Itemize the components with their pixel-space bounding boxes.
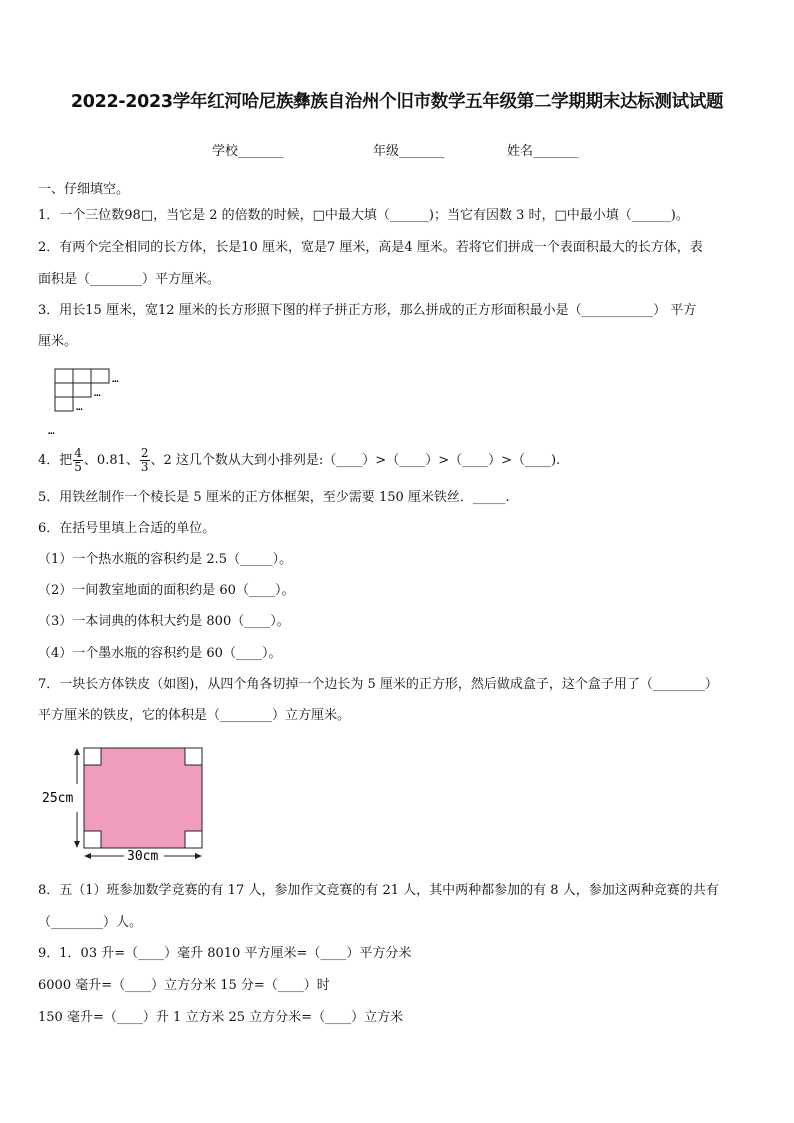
question-2-line-1: 2．有两个完全相同的长方体，长是10 厘米，宽是7 厘米，高是4 厘米。若将它们拼成一个表面积最大的长方体，表: [38, 240, 703, 255]
arrow-left: [84, 853, 91, 859]
width-label: 30cm: [127, 849, 159, 864]
tiling-dots: …: [94, 386, 101, 399]
fraction-denominator: 5: [74, 460, 82, 474]
metal-sheet: [84, 748, 202, 848]
corner-cut: [84, 831, 101, 848]
fraction-numerator: 4: [74, 446, 82, 460]
grade-field[interactable]: 年级_______: [373, 144, 445, 159]
question-8-line-2: （________）人。: [38, 915, 143, 930]
question-1: 1．一个三位数98□，当它是 2 的倍数的时候，□中最大填（______)；当它有因数 3 时，□中最小填（______)。: [38, 208, 689, 223]
arrow-right: [195, 853, 202, 859]
corner-cut: [185, 748, 202, 765]
question-7-line-2: 平方厘米的铁皮，它的体积是（________）立方厘米。: [38, 708, 351, 723]
question-8-line-1: 8．五（1）班参加数学竞赛的有 17 人，参加作文竞赛的有 21 人，其中两种都参加的有 8 人，参加这两种竞赛的共有: [38, 883, 719, 898]
corner-cut: [185, 831, 202, 848]
arrow-down: [74, 841, 80, 848]
tile: [55, 369, 73, 383]
fraction-two-thirds: [140, 447, 150, 474]
tiling-figure: [40, 364, 140, 436]
question-6-4: （4）一个墨水瓶的容积约是 60（____）。: [38, 646, 282, 661]
arrow-up: [74, 748, 80, 755]
section-heading: 一、仔细填空。: [38, 182, 130, 197]
tile: [73, 369, 91, 383]
question-9-line-3: 150 毫升=（____）升 1 立方米 25 立方分米=（____）立方米: [38, 1010, 404, 1025]
tile: [73, 383, 91, 397]
question-7-line-1: 7．一块长方体铁皮（如图)，从四个角各切掉一个边长为 5 厘米的正方形，然后做成盒子，这个盒子用了（________）: [38, 677, 718, 692]
name-field[interactable]: 姓名_______: [507, 144, 579, 159]
question-4: [38, 446, 560, 476]
question-5: 5．用铁丝制作一个棱长是 5 厘米的正方体框架，至少需要 150 厘米铁丝．_____.: [38, 490, 510, 505]
tiling-dots: …: [112, 372, 119, 385]
question-3-line-2: 厘米。: [38, 334, 78, 349]
tiling-dots: …: [76, 400, 83, 413]
question-6-3: （3）一本词典的体积大约是 800（____）。: [38, 614, 290, 629]
tile: [55, 383, 73, 397]
school-field[interactable]: 学校_______: [212, 144, 284, 159]
fraction-numerator: 2: [140, 446, 149, 460]
fraction-four-fifths: [73, 447, 83, 474]
page-title: 2022-2023学年红河哈尼族彝族自治州个旧市数学五年级第二学期期末达标测试试题: [70, 92, 724, 112]
corner-cut: [84, 748, 101, 765]
question-6-2: （2）一间教室地面的面积约是 60（____）。: [38, 583, 295, 598]
question-6: 6．在括号里填上合适的单位。: [38, 521, 216, 536]
question-6-1: （1）一个热水瓶的容积约是 2.5（_____）。: [38, 552, 293, 567]
tile: [91, 369, 109, 383]
question-9-line-1: 9．1．03 升=（____）毫升 8010 平方厘米=（____）平方分米: [38, 946, 412, 961]
tiling-dots: …: [48, 424, 55, 436]
tile: [55, 397, 73, 411]
question-4-suffix: 、2 这几个数从大到小排列是:（____）>（____）>（____）>（____).: [150, 453, 561, 468]
question-4-prefix: 4．把: [38, 453, 73, 468]
question-3-line-1: 3．用长15 厘米，宽12 厘米的长方形照下图的样子拼正方形，那么拼成的正方形面积最小是（___________） 平方: [38, 303, 697, 318]
fraction-denominator: 3: [140, 460, 149, 474]
question-2-line-2: 面积是（________）平方厘米。: [38, 272, 221, 287]
question-9-line-2: 6000 毫升=（____）立方分米 15 分=（____）时: [38, 978, 330, 993]
question-4-mid: 、0.81、: [83, 453, 139, 468]
height-label: 25cm: [42, 791, 74, 806]
sheet-figure: [40, 744, 210, 866]
